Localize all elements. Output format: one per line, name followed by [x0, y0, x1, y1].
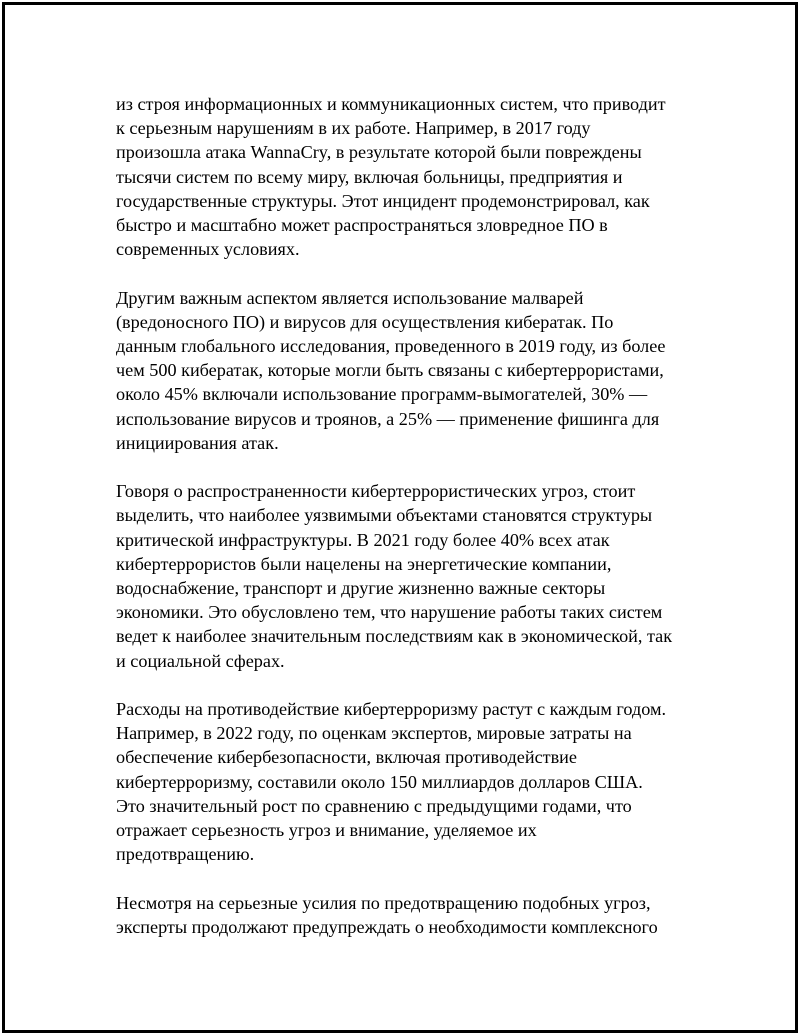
text-line: Говоря о распространенности кибертеррористических угроз, стоит — [116, 481, 636, 502]
paragraph-4 — [116, 697, 696, 866]
paragraph-3 — [116, 479, 696, 673]
text-line: выделить, что наиболее уязвимыми объектами становятся структуры — [116, 505, 653, 526]
text-line: из строя информационных и коммуникационных систем, что приводит — [116, 94, 666, 114]
text-line: обеспечение кибербезопасности, включая противодействие — [116, 747, 577, 768]
text-line: Например, в 2022 году, по оценкам экспертов, мировые затраты на — [116, 723, 632, 744]
paragraph-1 — [116, 92, 696, 261]
text-line: Это значительный рост по сравнению с предыдущими годами, что — [116, 795, 632, 816]
text-line: предотвращению. — [116, 844, 255, 865]
text-line: к серьезным нарушениям в их работе. Например, в 2017 году — [116, 118, 591, 139]
text-line: отражает серьезность угроз и внимание, уделяемое их — [116, 820, 537, 841]
text-line: тысячи систем по всему миру, включая больницы, предприятия и — [116, 166, 623, 187]
document-body — [116, 92, 696, 939]
text-line: использование вирусов и троянов, а 25% — применение фишинга для — [116, 408, 660, 429]
text-line: кибертеррористов были нацелены на энергетические компании, — [116, 553, 612, 574]
text-line: чем 500 кибератак, которые могли быть связаны с кибертеррористами, — [116, 360, 664, 381]
text-line: Расходы на противодействие кибертерроризму растут с каждым годом. — [116, 699, 667, 720]
text-line: произошла атака WannaCry, в результате которой были повреждены — [116, 142, 642, 163]
text-line: данным глобального исследования, проведенного в 2019 году, из более — [116, 336, 666, 357]
text-line: экономики. Это обусловлено тем, что нарушение работы таких систем — [116, 602, 663, 623]
paragraph-2 — [116, 286, 696, 455]
text-line: ведет к наиболее значительным последствиям как в экономической, так — [116, 626, 673, 647]
text-line: около 45% включали использование программ-вымогателей, 30% — — [116, 384, 648, 405]
text-line: и социальной сферах. — [116, 650, 285, 671]
text-line: эксперты продолжают предупреждать о необходимости комплексного — [116, 916, 658, 937]
text-line: Другим важным аспектом является использование малварей — [116, 287, 584, 308]
text-line: инициирования атак. — [116, 432, 279, 453]
text-line: Несмотря на серьезные усилия по предотвращению подобных угроз, — [116, 892, 651, 913]
paragraph-5 — [116, 891, 696, 939]
text-line: (вредоносного ПО) и вирусов для осуществления кибератак. По — [116, 311, 614, 332]
text-line: быстро и масштабно может распространяться зловредное ПО в — [116, 215, 608, 236]
text-line: кибертерроризму, составили около 150 миллиардов долларов США. — [116, 771, 643, 792]
text-line: современных условиях. — [116, 239, 300, 260]
text-line: критической инфраструктуры. В 2021 году более 40% всех атак — [116, 529, 610, 550]
text-line: государственные структуры. Этот инцидент продемонстрировал, как — [116, 190, 650, 211]
text-line: водоснабжение, транспорт и другие жизненно важные секторы — [116, 578, 606, 599]
